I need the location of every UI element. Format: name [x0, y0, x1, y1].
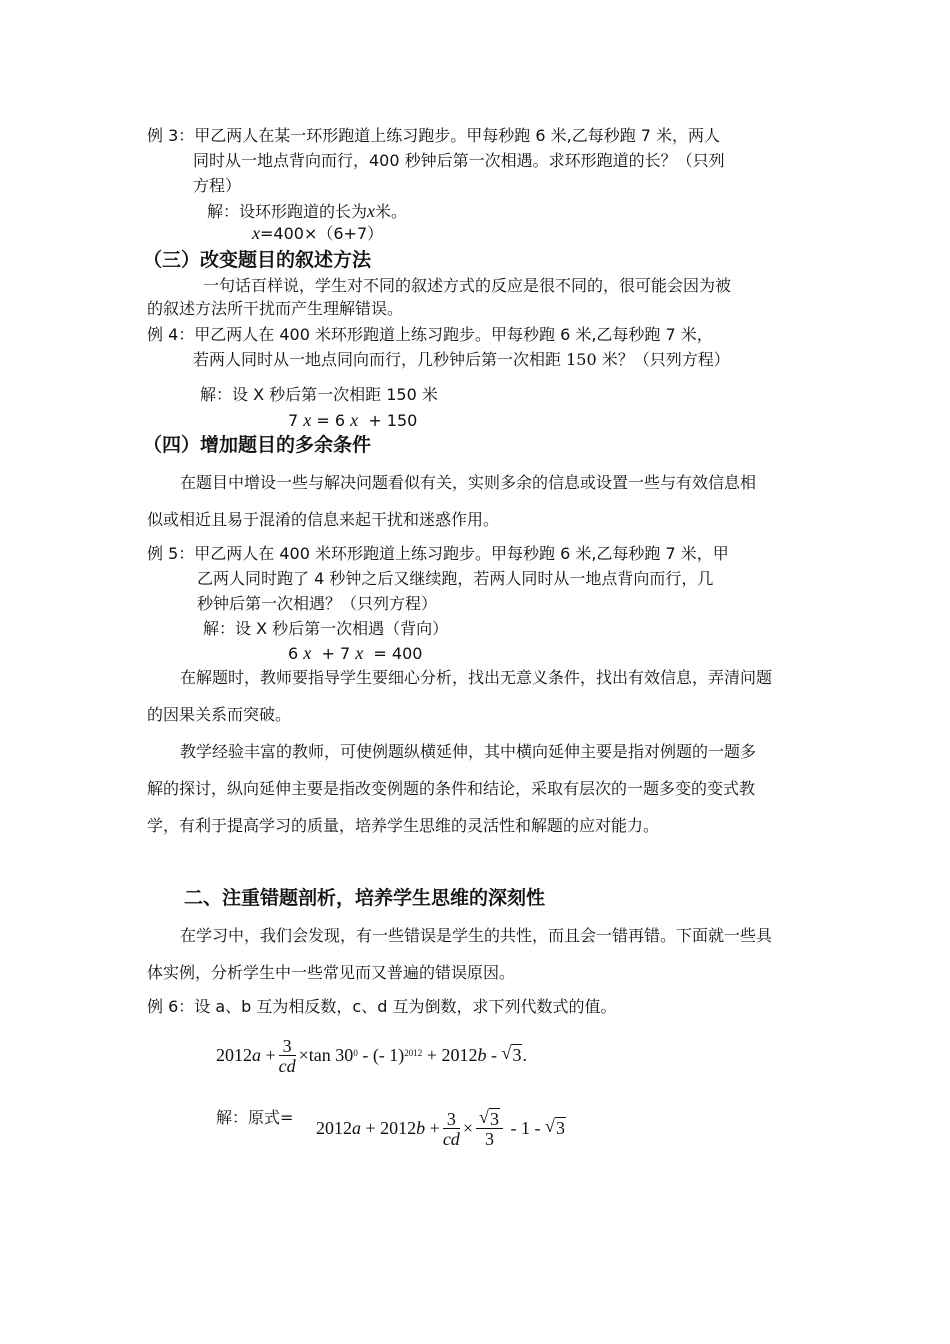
- ex3-solution: [207, 200, 407, 223]
- ex5-eq-a: 6: [288, 644, 299, 663]
- sol-var-b: b: [416, 1118, 426, 1138]
- expr-var-a: a: [252, 1045, 261, 1065]
- sol-plus: +: [429, 1118, 440, 1138]
- sol-plus-2012: + 2012: [365, 1118, 417, 1138]
- expr-2012: 2012: [216, 1045, 252, 1065]
- section3-p1: 一句话百样说，学生对不同的叙述方式的反应是很不同的，很可能会因为被: [203, 276, 732, 295]
- expr-minus-2: -: [490, 1045, 497, 1065]
- ex6-line1: 例 6：设 a、b 互为相反数，c、d 互为倒数，求下列代数式的值。: [147, 997, 617, 1016]
- sol-sqrt-arg: 3: [555, 1118, 565, 1138]
- expr-frac-den: cd: [278, 1056, 296, 1077]
- ex5-eq-var2: x: [355, 643, 364, 663]
- sol-frac-num: 3: [443, 1110, 460, 1129]
- expr-neg-one: (- 1): [372, 1045, 405, 1065]
- ex4-solution: 解：设 X 秒后第一次相距 150 米: [200, 385, 438, 404]
- section-two-p2: 体实例，分析学生中一些常见而又普遍的错误原因。: [147, 963, 516, 982]
- sol-minus-one: - 1 -: [510, 1118, 541, 1138]
- section4-p1: 在题目中增设一些与解决问题看似有关，实则多余的信息或设置一些与有效信息相: [180, 473, 757, 492]
- section3-p2: 的叙述方法所干扰而产生理解错误。: [147, 299, 404, 318]
- section4-p2: 似或相近且易于混淆的信息来起干扰和迷惑作用。: [147, 510, 500, 529]
- expr-plus-2012: + 2012: [426, 1045, 478, 1065]
- ex3-equation: [252, 222, 383, 245]
- ex5-equation: [288, 642, 422, 665]
- sol-times: ×: [462, 1118, 473, 1138]
- ex4-line1: 例 4：甲乙两人在 400 米环形跑道上练习跑步。甲每秒跑 6 米,乙每秒跑 7 米，: [147, 325, 713, 344]
- ex3-eq-var: x: [252, 223, 260, 243]
- section-two-p1: 在学习中，我们会发现，有一些错误是学生的共性，而且会一错再错。下面就一些具: [180, 926, 773, 945]
- expr-degree: 0: [353, 1048, 358, 1058]
- ex5-solution: 解：设 X 秒后第一次相遇（背向）: [203, 619, 449, 638]
- expr-sqrt: [501, 1036, 522, 1074]
- sol-var-a: a: [352, 1118, 361, 1138]
- ex4-eq-b: = 6: [316, 411, 346, 430]
- ex4-eq-var1: x: [303, 410, 312, 430]
- para-b-l1: 教学经验丰富的教师，可使例题纵横延伸，其中横向延伸主要是指对例题的一题多: [180, 742, 757, 761]
- para-b-l3: 学，有利于提高学习的质量，培养学生思维的灵活性和解题的应对能力。: [147, 816, 660, 835]
- sol-2012: 2012: [316, 1118, 352, 1138]
- sol-frac2-num: [476, 1110, 503, 1129]
- expr-exponent: 2012: [404, 1048, 423, 1058]
- section-two-title: 二、注重错题剖析，培养学生思维的深刻性: [184, 887, 546, 909]
- ex4-eq-c: + 150: [368, 411, 418, 430]
- ex3-var: x: [367, 201, 376, 221]
- expr-var-b: b: [477, 1045, 487, 1065]
- sol-sqrt: [545, 1107, 566, 1149]
- expr-sqrt-arg: 3: [512, 1045, 522, 1065]
- ex5-line3: 秒钟后第一次相遇？（只列方程）: [197, 594, 438, 613]
- expr-plus: +: [265, 1045, 276, 1065]
- para-a-l2: 的因果关系而突破。: [147, 705, 292, 724]
- sol-fraction: [443, 1110, 460, 1149]
- section4-title: （四）增加题目的多余条件: [143, 434, 372, 456]
- ex4-equation: [288, 409, 417, 432]
- ex5-eq-c: = 400: [373, 644, 423, 663]
- sol-frac2-sqrt-arg: 3: [489, 1109, 499, 1130]
- ex4-eq-a: 7: [288, 411, 299, 430]
- sol-frac-den: cd: [442, 1129, 460, 1150]
- ex4-eq-var2: x: [350, 410, 359, 430]
- ex4-line2: 若两人同时从一地点同向而行，几秒钟后第一次相距 150 米？（只列方程）: [193, 350, 730, 369]
- ex6-solution-label: 解：原式=: [216, 1108, 294, 1127]
- sol-fraction-2: [476, 1110, 503, 1149]
- expr-fraction: [279, 1037, 296, 1076]
- expr-tan: ×tan 30: [298, 1045, 354, 1065]
- ex5-eq-b: + 7: [321, 644, 351, 663]
- expr-frac-num: 3: [279, 1037, 296, 1056]
- ex3-eq-rest: =400×（6+7）: [260, 224, 384, 243]
- ex5-line1: 例 5：甲乙两人在 400 米环形跑道上练习跑步。甲每秒跑 6 米,乙每秒跑 7 米，甲: [147, 544, 729, 563]
- ex3-line1: 例 3：甲乙两人在某一环形跑道上练习跑步。甲每秒跑 6 米,乙每秒跑 7 米，两人: [147, 126, 721, 145]
- sol-frac2-den: 3: [484, 1129, 494, 1150]
- ex6-solution-expression: [316, 1107, 566, 1149]
- section3-title: （三）改变题目的叙述方法: [143, 249, 372, 271]
- para-a-l1: 在解题时，教师要指导学生要细心分析，找出无意义条件，找出有效信息，弄清问题: [180, 668, 773, 687]
- para-b-l2: 解的探讨，纵向延伸主要是指改变例题的条件和结论，采取有层次的一题多变的变式教: [147, 779, 756, 798]
- ex3-sol-suffix: 米。: [375, 202, 408, 221]
- expr-minus: -: [362, 1045, 369, 1065]
- expr-period: .: [522, 1045, 527, 1065]
- sol-frac2-sqrt: [479, 1110, 500, 1128]
- ex6-expression: [216, 1036, 527, 1076]
- ex5-line2: 乙两人同时跑了 4 秒钟之后又继续跑，若两人同时从一地点背向而行，几: [197, 569, 714, 588]
- ex3-sol-prefix: 解：设环形跑道的长为: [207, 202, 368, 221]
- ex5-eq-var1: x: [303, 643, 312, 663]
- ex3-line3: 方程）: [193, 176, 242, 195]
- ex3-line2: 同时从一地点背向而行，400 秒钟后第一次相遇。求环形跑道的长？（只列: [193, 151, 725, 170]
